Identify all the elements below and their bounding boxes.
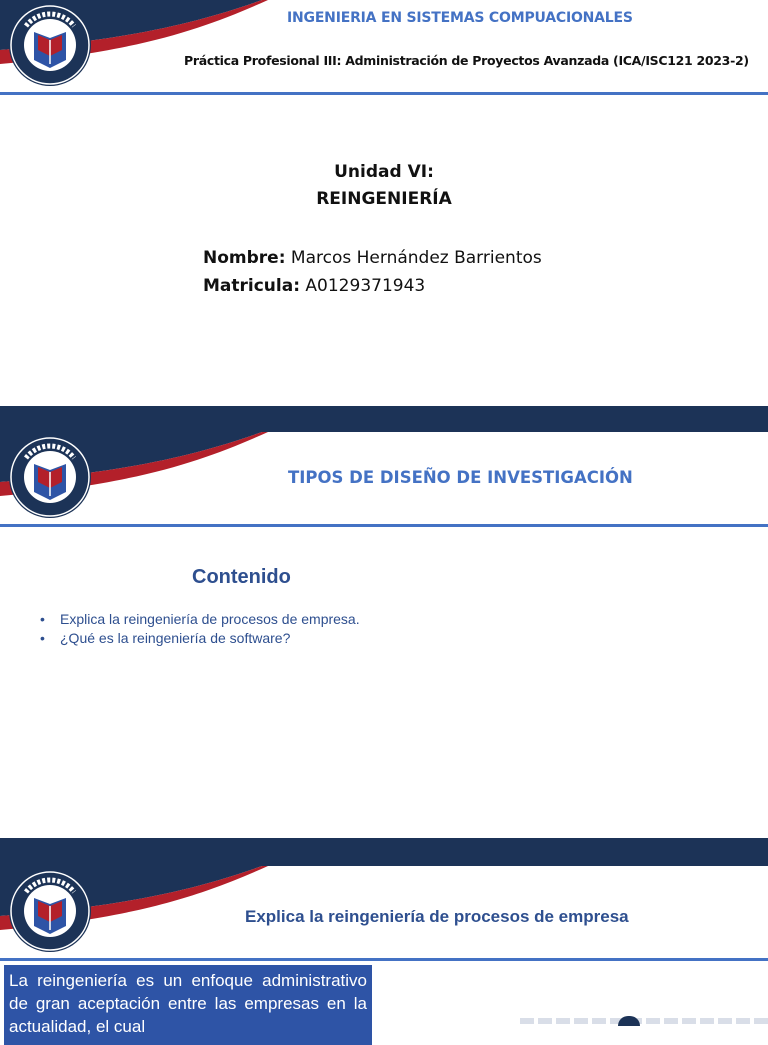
name-label: Nombre: [203,248,286,268]
student-name [203,248,542,268]
header-rule [0,958,768,961]
list-item [40,630,360,649]
id-label: Matricula: [203,276,301,296]
body-text-box: La reingeniería es un enfoque administrativo de gran aceptación entre las empresas en la actualidad, el cual [4,965,372,1045]
slide-divider [0,406,768,432]
university-seal-icon [6,868,94,954]
list-item-text: ¿Qué es la reingeniería de software? [60,630,291,646]
course-title: Práctica Profesional III: Administración de Proyectos Avanzada (ICA/ISC121 2023-2) [184,53,749,68]
slide-header [0,0,768,96]
program-title: INGENIERIA EN SISTEMAS COMPUACIONALES [287,10,633,26]
list-item-text: Explica la reingeniería de procesos de empresa. [60,611,360,627]
header-rule [0,524,768,527]
slide-header [0,432,768,528]
list-item [40,611,360,630]
unit-number: Unidad VI: [334,162,434,182]
university-seal-icon [6,2,94,88]
slide-title: Explica la reingeniería de procesos de empresa [245,907,629,926]
student-id [203,276,425,296]
university-seal-icon [6,434,94,520]
unit-title: REINGENIERÍA [316,189,452,209]
name-value: Marcos Hernández Barrientos [290,248,542,268]
id-value: A0129371943 [305,276,426,296]
slide-process-reengineering [0,866,768,1036]
slide-cover [0,0,768,406]
decorative-stripe [520,1018,768,1024]
header-rule [0,92,768,95]
contents-heading: Contenido [192,566,291,588]
bullet-icon: • [40,630,45,646]
slide-header [0,866,768,962]
contents-list [40,611,360,649]
slide-divider [0,838,768,866]
slide-title: TIPOS DE DISEÑO DE INVESTIGACIÓN [288,468,633,487]
slide-contents [0,432,768,838]
bullet-icon: • [40,611,45,627]
